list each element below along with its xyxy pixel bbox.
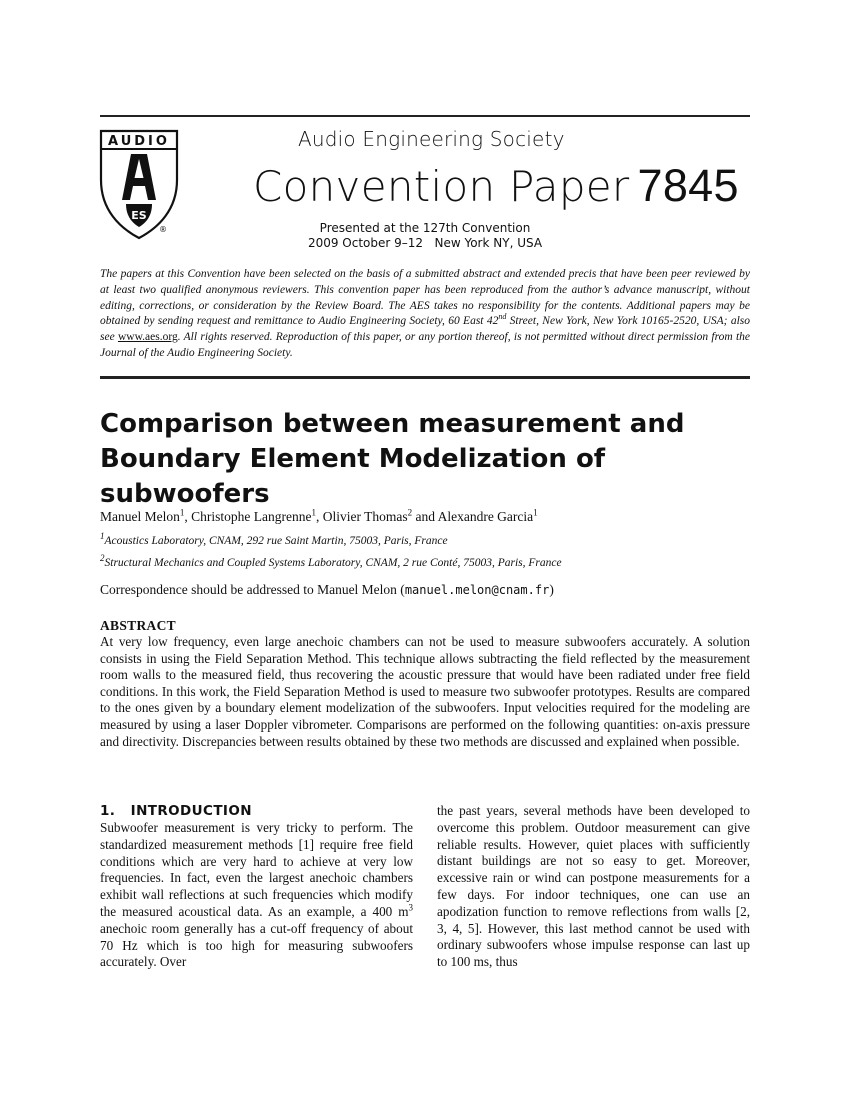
section-title: INTRODUCTION [130,803,252,819]
presented-line: Presented at the 127th Convention [319,221,531,235]
convention-title [253,160,739,212]
notice-text: The papers at this Convention have been selected on the basis of a submitted abstract and extended precis that have been peer reviewed by at least two qualified anonymous reviewers. This convention paper has been reproduced from the author’s advance manuscript, without editing, corrections, or consideration by the Review Board. The AES takes no responsibility for the contents. Additional papers may be obtained by sending request and remittance to Audio Engineering Society, 60 East 42 [100,268,750,328]
abstract-text: At very low frequency, even large anechoic chambers can not be used to measure subwoofers accurately. A solution consists in using the Field Separation Method. This technique allows subtracting the field reflected by the measurement room walls to the measured field, thus recovering the acoustic pressure that would have been radiated under free field conditions. In this work, the Field Separation Method is used to measure two subwoofer prototypes. Results are compared to the ones given by a boundary element modelization of the subwoofers. Input velocities required for the modeling are measured by using a laser Doppler vibrometer. Comparisons are performed on the following quantities: on-axis pressure and directivity. Discrepancies between results obtained by these two methods are discussed and explained when possible. [100,634,750,749]
notice-text-2: Street, New York, New York 10165-2520, USA; also see [100,315,750,344]
intro-column-1 [100,820,413,971]
aes-logo [98,128,180,240]
intro-text: Subwoofer measurement is very tricky to perform. The standardized measurement methods [1] require free field conditions which are very hard to achieve at very low frequencies. In fact, even the largest anechoic chambers exhibit wall reflections at such frequencies which modify the measured acoustical data. As an example, a 400 m [100,820,413,919]
affiliation-sup: 1 [100,531,105,542]
date-location-line: 2009 October 9–12 New York NY, USA [307,236,543,250]
author-affil-sup: 1 [533,507,538,518]
author-affil-sup: 1 [179,507,185,518]
aes-website-link[interactable]: www.aes.org [117,331,178,344]
author-name: Manuel Melon [100,509,180,524]
correspondence-text: Correspondence should be addressed to Manuel Melon ( [100,582,405,597]
top-rule [100,115,750,117]
title-line-2: Boundary Element Modelization of subwoofers [100,444,606,509]
author-name: , Christophe Langrenne [184,509,312,524]
section-heading [100,803,252,819]
notice-text-3: . All rights reserved. Reproduction of this paper, or any portion thereof, is not permitted without direct permission from the Journal of the Audio Engineering Society. [100,331,750,359]
presentation-info [250,221,600,251]
paper-title [100,407,760,512]
author-name: , Olivier Thomas [315,509,408,524]
affiliation-sup: 2 [100,553,105,564]
affiliation-2 [100,553,562,569]
author-name: and Alexandre Garcia [412,509,534,524]
convention-label: Convention Paper [253,162,630,211]
intro-column-2: the past years, several methods have been developed to overcome this problem. Outdoor measurement can give reliable results. However, quiet places with sufficiently distant buildings are not so easy to get. Moreover, excessive rain or wind can postpone measurements for a few days. For indoor techniques, one can use an apodization function to remove reflections from walls [2, 3, 4, 5]. However, this last method cannot be used with ordinary subwoofers whose impulse response can last up to 100 ms, thus [437,803,750,970]
abstract-heading: ABSTRACT [100,618,176,633]
intro-text-2: anechoic room generally has a cut-off frequency of about 70 Hz which is too high for measuring subwoofers accurately. Over [100,920,413,970]
author-list [100,509,538,525]
affiliation-1 [100,531,448,547]
notice-bottom-rule [100,376,750,379]
author-affil-sup: 2 [407,507,413,518]
intro-superscript: 3 [408,902,413,913]
title-line-1: Comparison between measurement and [100,409,685,439]
correspondence [100,582,554,598]
logo-es-text: ES [131,209,147,222]
logo-registered-mark: ® [159,225,167,234]
paper-number: 7845 [637,160,739,211]
copyright-notice [100,267,750,362]
logo-audio-text: AUDIO [108,134,170,149]
section-number: 1. [100,803,116,819]
correspondence-email[interactable]: manuel.melon@cnam.fr [404,583,550,597]
correspondence-suffix: ) [549,582,554,597]
notice-superscript: nd [498,312,507,322]
author-affil-sup: 1 [311,507,316,518]
society-name: Audio Engineering Society [298,127,565,151]
affiliation-text: Acoustics Laboratory, CNAM, 292 rue Saint Martin, 75003, Paris, France [104,535,448,547]
affiliation-text: Structural Mechanics and Coupled Systems Laboratory, CNAM, 2 rue Conté, 75003, Paris, France [104,557,562,569]
